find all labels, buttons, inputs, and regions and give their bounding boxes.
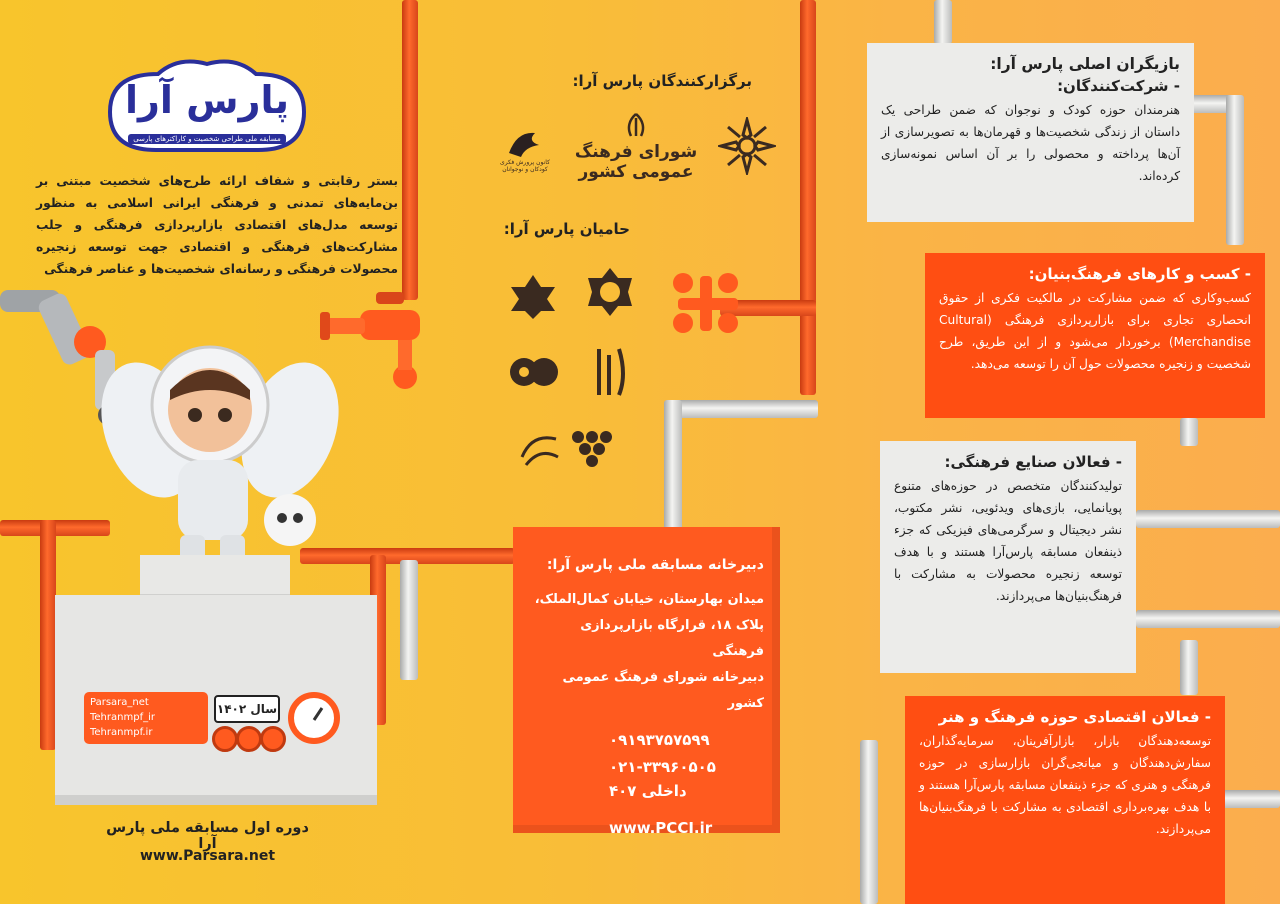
secretariat-title: دبیرخانه مسابقه ملی پارس آرا: (546, 557, 764, 573)
orange-pipe-left-v (40, 520, 56, 750)
secretariat-block (513, 527, 780, 837)
players-box-3 (880, 441, 1136, 673)
player-1-heading: - شرکت‌کنندگان: (1057, 77, 1180, 95)
edition-title: دوره اول مسابقه ملی پارس آرا (106, 820, 309, 852)
player-4-heading: - فعالان اقتصادی حوزه فرهنگ و هنر (938, 708, 1211, 726)
year-label: سال ۱۴۰۲ (216, 702, 278, 716)
sponsor-logo-6-icon (515, 425, 563, 475)
gray-pipe-r3 (1226, 95, 1244, 245)
gauge-icon (288, 692, 340, 744)
secretariat-phone-1[interactable]: ۰۹۱۹۳۷۵۷۵۹۹ (609, 731, 710, 749)
players-title: بازیگران اصلی پارس آرا: (990, 55, 1180, 73)
sponsor-logo-3-icon (584, 345, 634, 405)
social-telegram[interactable]: Tehranmpf_ir (90, 712, 155, 723)
player-1-text: هنرمندان حوزه کودک و نوجوان که ضمن طراحی یک داستان از زندگی شخصیت‌ها و قهرمان‌ها به تصویرسازی از آن‌ها پرداخته و محصولی را بر آن اساس نمونه‌سازی کرده‌اند. (881, 103, 1180, 183)
top-orange-pipe-left (402, 0, 418, 300)
gray-pipe-r9 (1218, 790, 1280, 808)
astronaut-character (100, 330, 340, 590)
secretariat-ext: داخلی ۴۰۷ (609, 782, 687, 800)
secretariat-address-1: میدان بهارستان، خیابان کمال‌الملک، (534, 592, 764, 607)
gray-pipe-elbow (668, 400, 818, 418)
orange-fittings-icon (668, 268, 748, 338)
logo-subtitle: مسابقه ملی طراحی شخصیت و کاراکترهای پارسی (128, 134, 286, 144)
player-3-heading: - فعالان صنایع فرهنگی: (944, 453, 1122, 471)
bird-icon (505, 127, 545, 159)
emblem-icon (621, 112, 651, 138)
top-orange-pipe-right (800, 0, 816, 395)
console-knob-3[interactable] (260, 726, 286, 752)
secretariat-address-2: پلاک ۱۸، قرارگاه بازارپردازی فرهنگی (580, 618, 764, 659)
players-box-2 (925, 253, 1265, 418)
pedestal-top (140, 555, 290, 600)
sponsor-logo-4-icon (504, 350, 564, 400)
secretariat-address-3: دبیرخانه شورای فرهنگ عمومی کشور (562, 670, 764, 711)
kanoon-logo (495, 120, 555, 180)
website-link[interactable]: www.Parsara.net (139, 848, 276, 864)
year-display (214, 695, 280, 723)
sponsor-logo-5-icon (562, 425, 622, 475)
flower-logo-icon (718, 115, 776, 177)
console-knob-1[interactable] (212, 726, 238, 752)
sponsor-logo-2-icon (502, 265, 564, 327)
gray-pipe-r5 (1136, 510, 1280, 528)
kanoon-logo-text: کانون پرورش فکری کودکان و نوجوانان (500, 159, 550, 173)
player-2-text: کسب‌وکاری که ضمن مشارکت در مالکیت فکری از حقوق انحصاری تجاری برای بازارپردازی فرهنگی (Cultural Merchandise) برخوردار می‌شود و از این طریق، طرح شخصیت و زنجیره محصولات حول آن را توسعه می‌دهد. (939, 291, 1251, 371)
sponsor-logo-1-icon (580, 262, 640, 322)
organizers-title: برگزارکنندگان پارس آرا: (572, 72, 752, 90)
player-4-text: توسعه‌دهندگان بازار، بازارآفرینان، سرمایه‌گذاران، سفارش‌دهندگان و میانجی‌گران بازارسازی در حوزه فرهنگی و هنری که جزء ذینفعان مسابقه پارس‌آرا هستند و با هدف بهره‌برداری اقتصادی به مشارکت با فرهنگ‌بنیان‌ها می‌پردازند. (919, 734, 1211, 836)
social-panel (84, 692, 208, 744)
intro-text: بستر رقابتی و شفاف ارائه طرح‌های شخصیت مبتنی بر بن‌مایه‌های تمدنی و فرهنگی ایرانی اسلامی به منظور توسعه مدل‌های اقتصادی بازارپردازی فرهنگی و جلب مشارکت‌های فرهنگی و اقتصادی جهت توسعه زنجیره محصولات فرهنگی و رسانه‌ای شخصیت‌ها و عناصر فرهنگی (36, 174, 398, 276)
gray-pipe-r1 (934, 0, 952, 44)
shora-logo-text: شورای فرهنگ عمومی کشور (574, 142, 698, 182)
players-box-1 (867, 43, 1194, 222)
gray-pipe-mid (400, 560, 418, 680)
shora-logo (566, 112, 706, 182)
secretariat-phone-2[interactable]: ۰۲۱-۳۳۹۶۰۵۰۵ (609, 758, 716, 776)
gray-pipe-r6 (1136, 610, 1280, 628)
players-box-4 (905, 696, 1225, 904)
social-web[interactable]: Tehranmpf.ir (90, 727, 153, 738)
secretariat-web[interactable]: www.PCCI.ir (609, 819, 713, 837)
parsara-logo (98, 52, 316, 162)
player-2-heading: - کسب و کارهای فرهنگ‌بنیان: (1028, 265, 1251, 283)
console-knob-2[interactable] (236, 726, 262, 752)
logo-title: پارس آرا (124, 78, 289, 122)
gray-pipe-down (664, 400, 682, 532)
player-3-text: تولیدکنندگان متخصص در حوزه‌های متنوع پویانمایی، بازی‌های ویدئویی، نشر مکتوب، نشر دیجیتال و سرگرمی‌های فیزیکی که جزء ذینفعان مسابقه پارس‌آرا هستند و با هدف توسعه زنجیره محصولات به مشارکت با فرهنگ‌بنیان‌ها می‌پردازند. (894, 479, 1122, 603)
gray-pipe-r8 (860, 740, 878, 904)
sponsors-title: حامیان پارس آرا: (503, 220, 630, 238)
gray-pipe-r4 (1180, 418, 1198, 446)
gray-pipe-r7 (1180, 640, 1198, 695)
social-instagram[interactable]: Parsara_net (90, 697, 149, 708)
